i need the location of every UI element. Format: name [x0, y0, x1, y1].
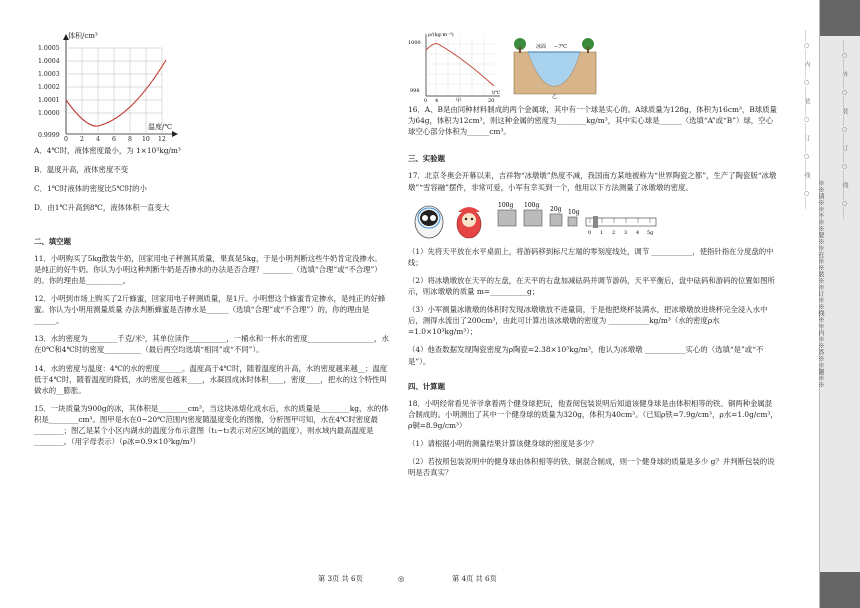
option-d: D．由1℃升高到8℃，液体体积一直变大 [34, 203, 170, 213]
ytick: 1.0004 [38, 58, 60, 65]
question-17-4: （4）他查数据发现陶瓷密度为ρ陶瓷=2.38×10³kg/m³，他认为冰墩墩 ___________实心的（选填“是”或“不是”）。 [408, 345, 764, 366]
question-17-3: （3）小军测量冰墩墩的体积时发现冰墩墩放不进量筒，于是他把烧杯装满水，把冰墩墩放进烧杯完全浸入水中后，测得水流出了200cm³，由此可计算出该冰墩墩的密度为 ___________kg/m³（水的密度ρ水=1.0×10³kg/m³）； [408, 305, 768, 337]
weight-label: 100g [498, 201, 514, 209]
weight-10g [568, 217, 577, 226]
binding-bottom-block [820, 572, 860, 608]
balance-weights-and-scale [492, 200, 662, 240]
scale-tick: 4 [636, 229, 640, 236]
question-13: 13．水的密度为________千克/米³，其单位读作__________，一桶水和一杯水的密度__________________，水在0℃和4℃时的密度__________（最后两空均选填“相同”或“不同”）。 [34, 334, 389, 355]
volume-temperature-chart [36, 30, 186, 142]
question-17-2: （2）将冰墩墩放在天平的左盘，在天平的右盘加减砝码并调节游码，天平平衡后，盘中砝码和游码的位置如图所示，则冰墩墩的质量 m=__________g； [408, 275, 775, 296]
xtick: 6 [112, 136, 116, 142]
weight-label: 20g [550, 205, 562, 213]
question-12: 12．小明到市场上购买了2斤蜂蜜，回家用电子秤测质量，是1斤。小明想这个蜂蜜肯定掺水，是纯正的好蜂蜜。你认为小明用测量质量 办法判断蜂蜜是否掺水是______（选填“合理”或“不合理”）的，你的理由是______。 [34, 293, 386, 326]
xtick: 2 [80, 136, 84, 142]
chart-xlabel: 温度/℃ [148, 123, 173, 131]
ytick: 1.0001 [38, 97, 60, 104]
question-18-2: （2）若按照包装说明中的健身球由体积相等的铁、铜混合制成，则一个健身球的质量是多少 g？并判断包装的说明是否真实？ [408, 457, 775, 478]
question-11: 11．小明购买了5kg散装牛奶，回家用电子秤测其质量，果真是5kg，于是小明判断这些牛奶肯定没掺水。是纯正的好牛奶。你认为小明这种判断牛奶是否掺水的办法是否合理？________（选填“合理”或“不合理”）的。你的理由是__________。 [34, 253, 382, 285]
option-c: C．1℃时液体的密度比5℃时的小 [34, 184, 147, 194]
binding-warning: ※※请※※不※※要※※在※※装※※订※※线※※内※※答※※题※※ [817, 180, 824, 388]
binding-inner-line: ……○……内……○……装……○……订……○……线……○…… [803, 30, 810, 209]
question-18: 18．小明经常看见爷爷拿着两个健身球把玩，他查阅包装说明后知道该健身球是由体积相等的铁、铜两种金属混合制成的。小明测出了其中一个健身球的质量为320g，体积为40cm³。（已知ρ铁=7.9g/cm³，ρ水=1.0g/cm³，ρ铜=8.9g/cm³） [408, 398, 778, 430]
question-17: 17．北京冬奥会开幕以来，吉祥物“冰墩墩”热度不减，我国南方某地被称为“世界陶瓷之都”，生产了陶瓷版“冰墩墩”“雪容融”摆件，非常可爱，小军有幸买到一个，他用以下方法测量了冰墩墩的密度。 [408, 171, 777, 192]
page-number-left: 第 3页 共 6页 [318, 574, 363, 583]
xtick: 0 [64, 136, 68, 142]
ytick: 1.0000 [38, 110, 60, 117]
bing-dwen-dwen-figure [412, 202, 446, 240]
mini-chart-x0: 0 [424, 98, 428, 104]
mini-chart-caption: 甲 [456, 98, 462, 104]
lake-caption: 乙 [552, 94, 558, 100]
shuey-rhon-rhon-figure [454, 202, 484, 240]
section-fill-in: 二、填空题 [34, 236, 71, 246]
page-number-right: 第 4页 共 6页 [452, 574, 497, 583]
mini-chart-x2: 20 [488, 98, 495, 104]
ytick: 1.0003 [38, 71, 60, 78]
weight-label: 10g [568, 208, 580, 216]
question-14: 14．水的密度与温度：4℃的水的密度______。温度高于4℃时，随着温度的升高，水的密度越来越__；温度低于4℃时，随着温度的降低，水的密度也越来____，水凝固成冰时体积____，密度____，把水的这个特性叫做水的__膨胀。 [34, 363, 388, 395]
left-column [34, 30, 389, 454]
question-16: 16．A、B是由同种材料制成的两个金属球，其中有一个球是实心的。A球质量为128g，体积为16cm³，B球质量为64g，体积为12cm³，则这种金属的密度为________kg/m³，其中实心球是______（选填“A”或“B”）球，空心球空心部分体积为______cm³。 [408, 105, 777, 137]
xtick: 4 [96, 136, 100, 142]
question-18-1: （1）请根据小明的测量结果计算该健身球的密度是多少？ [408, 439, 598, 449]
footer-divider: ◎ [398, 574, 405, 583]
section-calculation: 四、计算题 [408, 381, 445, 391]
lake-temp-label: −7℃ [554, 44, 567, 50]
xtick: 10 [142, 136, 150, 142]
scale-tick: 5g [647, 229, 654, 236]
option-a: A．4℃时，液体密度最小，为 1×10³kg/m³ [34, 146, 181, 156]
lake-ice-label: 冰面 [536, 44, 547, 50]
ytick: 1.0002 [38, 84, 60, 91]
mini-chart-xlabel: t/℃ [492, 91, 501, 96]
ytick: 1.0005 [38, 45, 60, 52]
question-17-1: （1）先将天平放在水平桌面上，将游码移到标尺左端的零刻度线处，调节 ___________，使指针指在分度盘的中线； [408, 246, 774, 267]
binding-strip [800, 0, 860, 608]
weight-100g [498, 210, 516, 226]
right-column [408, 30, 778, 485]
option-b: B．温度升高，液体密度不变 [34, 165, 129, 175]
mini-chart-ybottom: 998 [410, 88, 420, 94]
volume-curve [66, 60, 166, 126]
scale-tick: 1 [600, 229, 604, 236]
xtick: 12 [158, 136, 166, 142]
rider [593, 216, 598, 228]
binding-outer-line: ……○……外……○……装……○……订……○……线……○…… [841, 40, 848, 219]
xtick: 8 [128, 136, 132, 142]
binding-top-block [820, 0, 860, 36]
mini-chart-ytop: 1000 [408, 40, 421, 46]
mini-chart-x1: 4 [435, 98, 439, 104]
scale-tick: 3 [624, 229, 628, 236]
question-17-figures [412, 200, 778, 240]
question-15-figures [408, 30, 778, 104]
lake-diagram [510, 30, 598, 100]
scale-tick: 2 [612, 229, 616, 236]
section-experiment: 三、实验题 [408, 154, 445, 164]
weight-20g [550, 214, 562, 226]
density-temperature-chart [408, 30, 504, 104]
mini-chart-ylabel: ρ/(kg·m⁻³) [428, 32, 454, 38]
scale-tick: 0 [588, 229, 592, 236]
ytick: 0.9999 [38, 132, 60, 139]
chart-ylabel: 体积/cm³ [68, 32, 98, 40]
weight-label: 100g [524, 201, 540, 209]
weight-100g [524, 210, 542, 226]
question-15: 15．一块质量为900g的冰，其体积是________cm³，当这块冰熔化成水后，水的质量是________kg，水的体积是________cm³。图甲是水在0~20℃范围内密度随温度变化的图像，分析图甲可知，水在4℃时密度最________；图乙是某个小区内湖水的温度分布示意图（t₁~t₅表示对应区域的温度），则水域内最高温度是________。（用字母表示）（ρ冰=0.9×10³kg/m³） [34, 403, 389, 447]
